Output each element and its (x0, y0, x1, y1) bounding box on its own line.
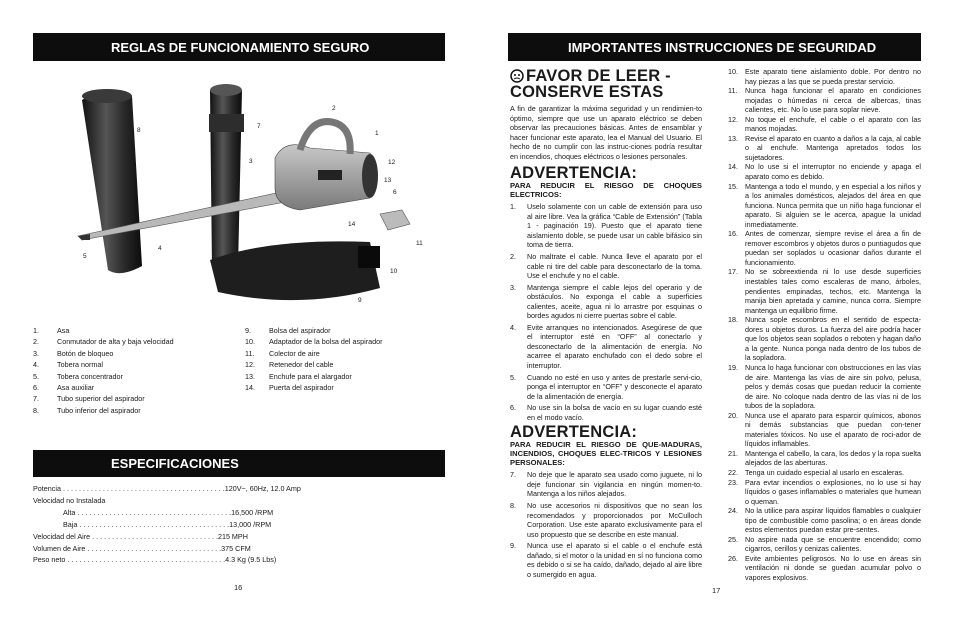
warning-1-title: ADVERTENCIA: (510, 164, 638, 183)
list-item: 7. Tubo superior del aspirador (33, 394, 145, 404)
list-item: 6. Asa auxiliar (33, 383, 95, 393)
callout-8: 8 (137, 127, 141, 134)
list-item: 11. Nunca haga funcionar el aparato en condiciones mojadas o húmedas ni cerca de albercas, tinas calientes, etc. No lo use para soplar nieve. (728, 86, 921, 115)
list-item: 4. Tobera normal (33, 360, 103, 370)
section-header-safety-instructions (508, 33, 921, 61)
callout-6: 6 (393, 189, 397, 196)
section-header-text: IMPORTANTES INSTRUCCIONES DE SEGURIDAD (568, 39, 877, 55)
no-smoking-icon (510, 69, 524, 83)
list-item: 9. Bolsa del aspirador (245, 326, 331, 335)
list-item: 2. Conmutador de alta y baja velocidad (33, 337, 174, 347)
section-header-operating-rules (33, 33, 445, 61)
list-item: 5. Tobera concentrador (33, 371, 123, 381)
list-item: 19. Nunca lo haga funcionar con obstrucciones en las vías de aire. Mantenga las vías de aire sin polvo, pelusa, pelos y demás cosas que puedan reducir la corriente de aire. No coloque nada dentro de las vías ni de los tubos de la sopladora. (728, 362, 921, 411)
instructions-column-2 (728, 67, 921, 583)
warning-2-subtitle: PARA REDUCIR EL RIESGO DE QUE-MADURAS, INCENDIOS, CHOQUES ELEC-TRICOS Y LESIONES PERSONALES: (510, 440, 702, 468)
list-item: 13. Enchufe para el alargador (245, 371, 352, 381)
list-item: 8. No use accesorios ni dispositivos que no sean los recomendados y proporcionados por McCulloch Corporation. Use este aparato exclusivamente para el uso propuesto que se describe en este manual. (510, 500, 702, 539)
specifications-list (33, 483, 333, 566)
section-header-text: REGLAS DE FUNCIONAMIENTO SEGURO (111, 39, 370, 55)
list-item: 23. Para evtar incendios o explosiones, no lo use si hay líquidos o gases inflamables o materiales que humean o queman. (728, 477, 921, 506)
spec-row: Potencia . . . . . . . . . . . . . . . . . . . . . . . . . . . . . . . . . . . . . . . . .120V~, 60Hz, 12.0 Amp (33, 484, 301, 493)
list-item: 13. Revise el aparato en cuanto a daños a la caja, al cable o al enchufe. Mantenga apretados todos los sujetadores. (728, 133, 921, 162)
title-block (510, 68, 702, 100)
page-number-left: 16 (234, 583, 243, 592)
spec-row: Velocidad no Instalada (33, 495, 106, 505)
callout-7: 7 (257, 123, 261, 130)
list-item: 12. Retenedor del cable (245, 360, 334, 370)
callout-2: 2 (332, 105, 336, 112)
callout-14: 14 (348, 221, 356, 228)
spec-row: Alta . . . . . . . . . . . . . . . . . . . . . . . . . . . . . . . . . . . . . . .16,500 /RPM (63, 507, 274, 517)
warning-1-subtitle: PARA REDUCIR EL RIESGO DE CHOQUES ELECTRICOS: (510, 181, 702, 200)
list-item: 8. Tubo inferior del aspirador (33, 405, 141, 415)
section-header-text: ESPECIFICACIONES (111, 456, 239, 471)
callout-5: 5 (83, 253, 87, 260)
spec-row: Velocidad del Aire . . . . . . . . . . . . . . . . . . . . . . . . . . . . . . . .215 MPH (33, 531, 248, 541)
callout-1: 1 (375, 130, 379, 137)
list-item: 18. Nunca sople escombros en el sentido de especta-dores u objetos duros. La fuerza del aire podría hacer que los objetos sean soplados o reboten y hagan daño a la gente. Nunca ponga nada dentro de los tubos de la sopladora. (728, 315, 921, 363)
list-item: 10. Adaptador de la bolsa del aspirador (245, 337, 383, 347)
blower-vacuum-illustration (70, 78, 440, 308)
parts-list-left (33, 325, 174, 416)
list-item: 9. Nunca use el aparato si el cable o el enchufe está dañado, si el motor o la unidad en sí no funciona como es debido o si se ha caído, dañado, dejado al aire libre o sumergido en agua. (510, 541, 702, 579)
list-item: 4. Evite arranques no intencionados. Asegúrese de que el interruptor esté en “OFF” al conectarlo y desconectarlo de la alimentación de energía. No acarree el aparato enchufado con el dedo sobre el interruptor. (510, 322, 702, 371)
list-item: 1. Uselo solamente con un cable de extensión para uso al aire libre. Vea la gráfica “Cable de Extensión” (Tabla 1 - paginación 19). Puesto que el aparato tiene aislamiento doble, se puede usar un cable bifásico sin toma de tierra. (510, 202, 702, 250)
intro-paragraph: A fin de garantizar la máxima seguridad y un rendimien-to óptimo, siempre que use un aparato eléctrico se deben observar las precauciones básicas. Antes de ensamblar y hacer funcionar este aparato, lea el Manual del Usuario. El hecho de no cumplir con las instruc-ciones podría resultar en incendios, choques eléctricos o lesiones personales. (510, 104, 702, 161)
callout-4: 4 (158, 245, 162, 252)
list-item: 3. Mantenga siempre el cable lejos del operario y de obstáculos. No exponga el cable a superficies calientes, aceite, agua ni lo arrastre por esquinas o bordes agudos ni cierre puertas sobre el cable. (510, 282, 702, 321)
section-header-specifications (33, 450, 445, 477)
list-item: 1. Asa (33, 326, 70, 335)
list-item: 6. No use sin la bolsa de vacío en su lugar cuando esté en el modo vacío. (510, 403, 702, 422)
spec-row: Baja . . . . . . . . . . . . . . . . . . . . . . . . . . . . . . . . . . . . . .13,000 /RPM (63, 519, 272, 529)
page-number-right: 17 (712, 586, 721, 595)
list-item: 7. No deje que le aparato sea usado como juguete, ni lo deje funcionar sin vigilancia en ningún momen-to. Mantenga a los niños alejados. (510, 470, 702, 499)
list-item: 26. Evite ambientes peligrosos. No lo use en áreas sin ventilación ni donde se guedan acumular polvo o vapores explosivos. (728, 553, 921, 582)
list-item: 3. Botón de bloqueo (33, 348, 114, 358)
callout-13: 13 (384, 177, 392, 184)
callout-10: 10 (390, 268, 398, 275)
spec-row: Volumen de Aire . . . . . . . . . . . . . . . . . . . . . . . . . . . . . . . . . .375 CFM (33, 543, 251, 553)
list-item: 12. No toque el enchufe, el cable o el aparato con las manos mojadas. (728, 114, 921, 134)
list-item: 22. Tenga un cuidado especial al usarlo en escaleras. (728, 467, 905, 477)
callout-12: 12 (388, 159, 396, 166)
list-item: 21. Mantenga el cabello, la cara, los dedos y la ropa suelta alejados de las aberturas. (728, 448, 921, 468)
list-item: 17. No se sobreextienda ni lo use desde superficies inestables tales como escaleras de mano, árboles, pendientes empinadas, techos, etc. Mantenga la manija bien apretada y camine, nunca corra. Siempre mantenga un equilibrio firme. (728, 267, 921, 315)
list-item: 15. Mantenga a todo el mundo, y en especial a los niños y a los animales domésticos, alejados del área en que funciona. Nunca permita que un niño haga funcionar el aparato. Si alguien se le acerca, apague la unidad inmediatamente. (728, 181, 921, 229)
list-item: 14. Puerta del aspirador (245, 383, 334, 393)
callout-3: 3 (249, 158, 253, 165)
list-item: 20. Nunca use el aparato para esparcir químicos, abonos ni demás substancias que puedan con-tener materiales tóxicos. No use el aparato de roci-ador de líquidos inflamables. (728, 410, 921, 449)
list-item: 11. Colector de aire (245, 348, 320, 358)
title-line-2: CONSERVE ESTAS (510, 83, 664, 101)
list-item: 24. No la utilice para aspirar líquidos flamables o cualquier tipo de combustible como pasolina; o en áreas donde estos elementos puedan estar pre-sentes. (728, 506, 921, 535)
instructions-column-1 (510, 68, 702, 581)
list-item: 16. Antes de comenzar, siempre revise el área a fin de remover escombros y objetos duros o puntiagudos que puedan ser soplados u ocasionar daños durante el funcionamiento. (728, 229, 921, 267)
list-item: 14. No lo use si el interruptor no enciende y apaga el aparato como es debido. (728, 162, 921, 182)
parts-list-right (245, 325, 382, 393)
list-item: 25. No aspire nada que se encuentre encendido; como cigarros, cerillos y cenizas calientes. (728, 534, 921, 554)
title-line-1: FAVOR DE LEER - (510, 68, 702, 84)
list-item: 2. No maltrate el cable. Nunca lleve el aparato por el cable ni tire del cable para desconectarlo de la toma. Use el enchufe y no el cable. (510, 252, 702, 281)
callout-9: 9 (358, 297, 362, 304)
callout-11: 11 (416, 240, 423, 247)
warning-2-title: ADVERTENCIA: (510, 423, 638, 442)
list-item: 5. Cuando no esté en uso y antes de prestarle servi-cio, ponga el interruptor en “OFF” y desconecte el aparato de la alimentación de energía. (510, 372, 702, 401)
spec-row: Peso neto . . . . . . . . . . . . . . . . . . . . . . . . . . . . . . . . . . . . . . . .4.3 Kg (9.5 Lbs) (33, 555, 277, 565)
lower-tube-shape (82, 91, 142, 273)
list-item: 10. Este aparato tiene aislamiento doble. Por dentro no hay piezas a las que se pueda prestar servicio. (728, 67, 921, 86)
